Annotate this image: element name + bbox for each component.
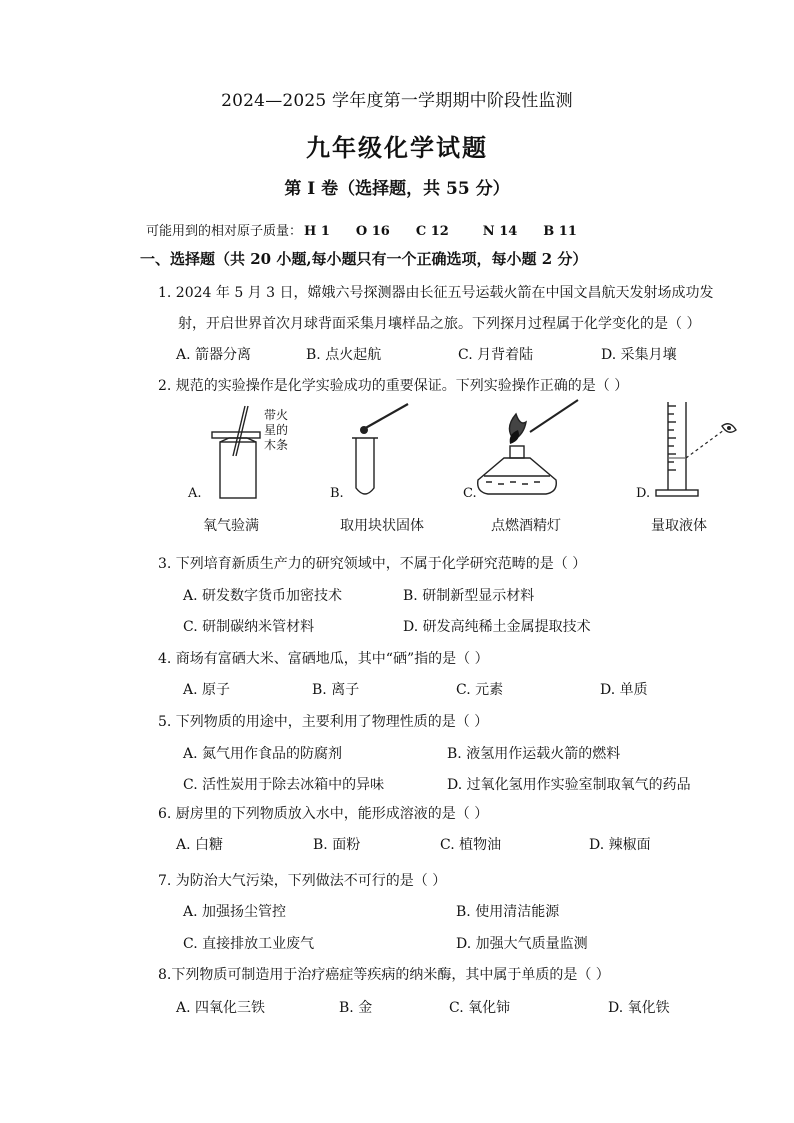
q2-figure-d-caption: 量取液体 [651, 518, 707, 534]
q3-option-c[interactable]: C. 研制碳纳米管材料 [183, 619, 315, 635]
graduated-cylinder-illustration [652, 400, 752, 502]
q3-option-a[interactable]: A. 研发数字货币加密技术 [183, 588, 343, 604]
q5-option-c[interactable]: C. 活性炭用于除去冰箱中的异味 [183, 777, 385, 793]
q4-option-a[interactable]: A. 原子 [183, 682, 231, 698]
q8-stem: 8.下列物质可制造用于治疗癌症等疾病的纳米酶，其中属于单质的是（ ） [158, 967, 610, 983]
q1-stem-line2: 射，开启世界首次月球背面采集月壤样品之旅。下列探月过程属于化学变化的是（ ） [178, 316, 701, 332]
atomic-mass-o: O 16 [355, 224, 390, 239]
q2-figure-b-letter[interactable]: B. [330, 486, 344, 501]
q2-figure-c-letter[interactable]: C. [463, 486, 477, 501]
q8-option-b[interactable]: B. 金 [339, 1000, 373, 1016]
q5-option-b[interactable]: B. 液氢用作运载火箭的燃料 [447, 746, 621, 762]
annotation-line-1: 带火 [264, 408, 289, 422]
q4-stem: 4. 商场有富硒大米、富硒地瓜，其中“硒”指的是（ ） [158, 651, 489, 667]
section-heading: 一、选择题（共 20 小题,每小题只有一个正确选项，每小题 2 分） [140, 250, 588, 268]
q2-figure-a-letter[interactable]: A. [188, 486, 202, 501]
q3-option-d[interactable]: D. 研发高纯稀土金属提取技术 [403, 619, 591, 635]
q3-stem: 3. 下列培育新质生产力的研究领域中，不属于化学研究范畴的是（ ） [158, 556, 587, 572]
q7-option-d[interactable]: D. 加强大气质量监测 [456, 936, 588, 952]
q8-option-c[interactable]: C. 氧化铈 [449, 1000, 511, 1016]
q1-option-b[interactable]: B. 点火起航 [306, 347, 382, 363]
exam-title: 九年级化学试题 [306, 133, 488, 162]
atomic-mass-line [146, 220, 577, 239]
atomic-mass-c: C 12 [415, 224, 449, 239]
q3-option-b[interactable]: B. 研制新型显示材料 [403, 588, 535, 604]
part-heading: 第 I 卷（选择题，共 55 分） [284, 179, 510, 199]
q1-option-a[interactable]: A. 箭器分离 [176, 347, 252, 363]
annotation-line-3: 木条 [264, 438, 289, 452]
q1-option-d[interactable]: D. 采集月壤 [601, 347, 677, 363]
atomic-mass-h: H 1 [304, 224, 330, 239]
q2-figure-b-caption: 取用块状固体 [340, 518, 424, 534]
annotation-line-2: 星的 [264, 423, 289, 437]
q5-stem: 5. 下列物质的用途中，主要利用了物理性质的是（ ） [158, 714, 489, 730]
q6-option-c[interactable]: C. 植物油 [440, 837, 502, 853]
q8-option-a[interactable]: A. 四氧化三铁 [176, 1000, 266, 1016]
q7-option-a[interactable]: A. 加强扬尘管控 [183, 904, 287, 920]
oxygen-test-illustration [205, 400, 305, 500]
q1-stem-line1: 1. 2024 年 5 月 3 日，嫦娥六号探测器由长征五号运载火箭在中国文昌航天发射场成功发 [158, 285, 714, 301]
alcohol-lamp-illustration [480, 396, 590, 502]
exam-period-heading: 2024—2025 学年度第一学期期中阶段性监测 [221, 91, 573, 111]
q4-option-c[interactable]: C. 元素 [456, 682, 504, 698]
q4-option-d[interactable]: D. 单质 [600, 682, 648, 698]
q6-stem: 6. 厨房里的下列物质放入水中，能形成溶液的是（ ） [158, 806, 489, 822]
q4-option-b[interactable]: B. 离子 [312, 682, 360, 698]
q7-option-c[interactable]: C. 直接排放工业废气 [183, 936, 315, 952]
q2-figure-c-caption: 点燃酒精灯 [491, 518, 561, 534]
q5-option-a[interactable]: A. 氮气用作食品的防腐剂 [183, 746, 343, 762]
atomic-mass-n: N 14 [482, 224, 518, 239]
q1-option-c[interactable]: C. 月背着陆 [458, 347, 534, 363]
test-tube-illustration [346, 398, 426, 502]
q2-stem: 2. 规范的实验操作是化学实验成功的重要保证。下列实验操作正确的是（ ） [158, 378, 629, 394]
q8-option-d[interactable]: D. 氧化铁 [608, 1000, 670, 1016]
q2-figure-d-letter[interactable]: D. [636, 486, 651, 501]
q6-option-d[interactable]: D. 辣椒面 [589, 837, 651, 853]
q5-option-d[interactable]: D. 过氧化氢用作实验室制取氧气的药品 [447, 777, 691, 793]
q7-stem: 7. 为防治大气污染，下列做法不可行的是（ ） [158, 873, 447, 889]
q2-figure-a-caption: 氧气验满 [203, 518, 259, 534]
q6-option-b[interactable]: B. 面粉 [313, 837, 361, 853]
atomic-mass-b: B 11 [543, 224, 577, 239]
q6-option-a[interactable]: A. 白糖 [176, 837, 224, 853]
q7-option-b[interactable]: B. 使用清洁能源 [456, 904, 560, 920]
q2-figure-a-annotation [264, 408, 288, 453]
atomic-mass-label: 可能用到的相对原子质量： [146, 224, 303, 239]
